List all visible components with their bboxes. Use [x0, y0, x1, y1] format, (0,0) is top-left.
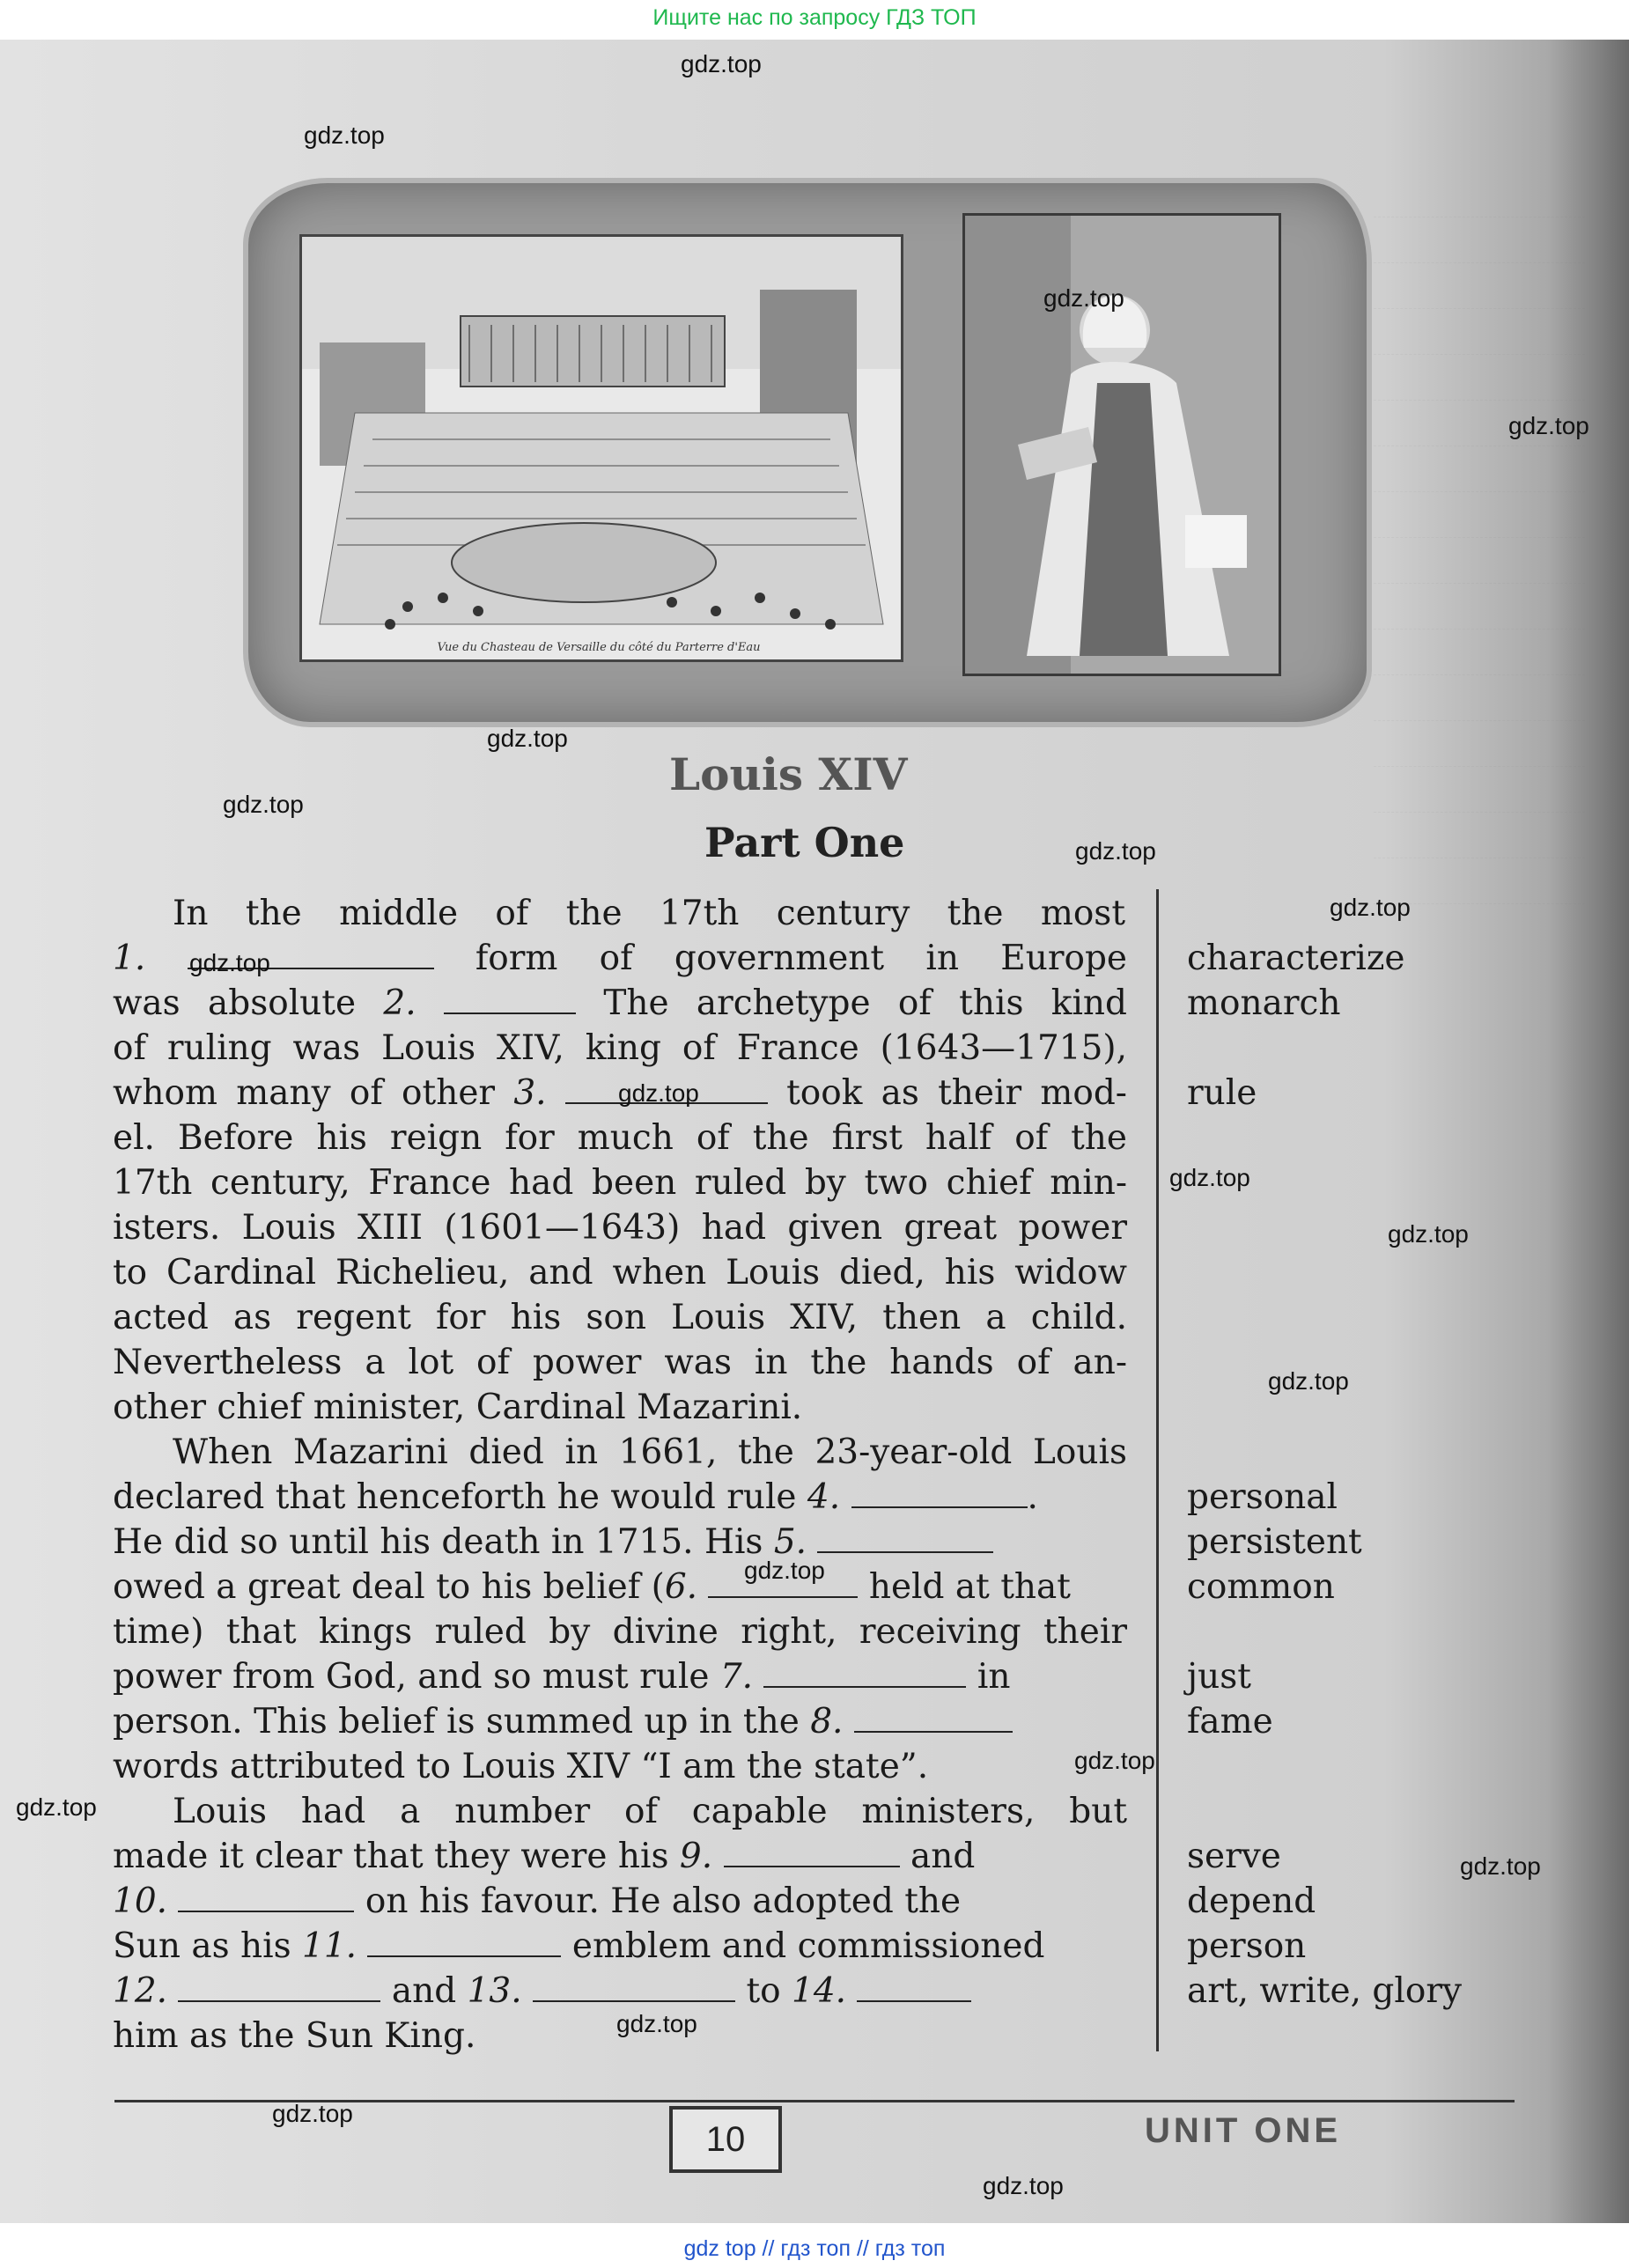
word-fame: fame [1187, 1702, 1273, 1742]
text-line-15 [113, 1520, 1127, 1565]
line-text: Nevertheless a lot of power was in the hands of an- [113, 1343, 1127, 1382]
word-just: just [1187, 1657, 1251, 1697]
word-personal: personal [1187, 1477, 1338, 1517]
blank-number: 4. [807, 1477, 841, 1517]
blank-number: 12. [113, 1971, 168, 2011]
text-line-24 [113, 1924, 1127, 1970]
line-text: and [391, 1971, 457, 2011]
watermark: gdz.top [1508, 412, 1589, 439]
unit-label: UNIT ONE [1145, 2111, 1342, 2150]
word-persistent: persistent [1187, 1522, 1362, 1562]
blank-number: 10. [113, 1881, 168, 1921]
watermark: gdz.top [1268, 1367, 1349, 1395]
text-line-11 [113, 1340, 1127, 1386]
answer-blank-12[interactable] [178, 1974, 380, 2002]
column-divider [1156, 889, 1159, 2051]
line-text: in [977, 1657, 1011, 1697]
text-line-22 [113, 1834, 1127, 1880]
answer-blank-4[interactable] [851, 1480, 1028, 1508]
bottom-banner[interactable]: gdz top // гдз топ // гдз топ [683, 2236, 946, 2261]
line-text: to Cardinal Richelieu, and when Louis died, his widow [113, 1253, 1127, 1292]
answer-blank-13[interactable] [533, 1974, 735, 2002]
line-text: person. This belief is summed up in the [113, 1702, 800, 1742]
text-line-20 [113, 1744, 1127, 1790]
line-text: He did so until his death in 1715. His [113, 1522, 763, 1562]
watermark: gdz.top [189, 949, 270, 976]
line-text: words attributed to Louis XIV “I am the state”. [113, 1747, 929, 1786]
line-text: 17th century, France had been ruled by two chief min- [113, 1163, 1127, 1203]
blank-number: 7. [719, 1657, 754, 1697]
blank-number: 5. [773, 1522, 807, 1562]
line-text: of ruling was Louis XIV, king of France (1643—1715), [113, 1028, 1127, 1068]
word-depend: depend [1187, 1881, 1316, 1921]
line-text: made it clear that they were his [113, 1837, 669, 1876]
line-text: him as the Sun King. [113, 2016, 476, 2056]
watermark: gdz.top [1330, 894, 1411, 921]
blank-number: 2. [383, 983, 416, 1023]
watermark: gdz.top [744, 1557, 825, 1584]
line-text: and [910, 1837, 976, 1876]
text-line-23 [113, 1879, 1127, 1925]
text-line-6 [113, 1116, 1127, 1161]
word-rule: rule [1187, 1073, 1257, 1113]
line-text: emblem and commissioned [571, 1926, 1045, 1966]
blank-number: 8. [810, 1702, 844, 1742]
line-text: power from God, and so must rule [113, 1657, 710, 1697]
watermark: gdz.top [1169, 1164, 1250, 1191]
line-text: took as their mod- [786, 1073, 1127, 1113]
word-serve: serve [1187, 1837, 1281, 1876]
answer-blank-9[interactable] [724, 1839, 900, 1867]
page-number: 10 [669, 2106, 782, 2173]
line-text: Sun as his [113, 1926, 291, 1966]
answer-blank-10[interactable] [178, 1884, 354, 1912]
watermark: gdz.top [16, 1793, 97, 1821]
engraving-caption: Vue du Chasteau de Versaille du côté du Parterre d'Eau [437, 641, 761, 654]
answer-blank-2[interactable] [444, 986, 576, 1014]
word-art-write-glory: art, write, glory [1187, 1971, 1462, 2011]
text-line-19 [113, 1699, 1127, 1745]
text-line-10 [113, 1295, 1127, 1341]
watermark: gdz.top [616, 2010, 697, 2037]
watermark: gdz.top [983, 2172, 1064, 2199]
word-person: person [1187, 1926, 1307, 1966]
text-line-25 [113, 1969, 1127, 2014]
text-line-1 [113, 891, 1125, 937]
line-text: on his favour. He also adopted the [365, 1881, 962, 1921]
word-characterize: characterize [1187, 939, 1405, 978]
watermark: gdz.top [272, 2100, 353, 2127]
louis-xiv-portrait [962, 213, 1281, 676]
line-text: isters. Louis XIII (1601—1643) had given great power [113, 1208, 1127, 1248]
blank-number: 13. [467, 1971, 522, 2011]
line-text: The archetype of this kind [603, 983, 1127, 1023]
text-line-14 [113, 1475, 1127, 1521]
page-title: Louis XIV [669, 748, 908, 800]
watermark: gdz.top [1460, 1852, 1541, 1880]
line-text: form of government in Europe [475, 939, 1128, 978]
line-text: whom many of other [113, 1073, 496, 1113]
versailles-engraving [299, 234, 903, 662]
text-line-21 [113, 1789, 1127, 1835]
answer-blank-5[interactable] [817, 1525, 993, 1553]
line-text: el. Before his reign for much of the first half of the [113, 1118, 1127, 1158]
blank-number: 14. [792, 1971, 847, 2011]
answer-blank-8[interactable] [854, 1705, 1013, 1733]
line-text: was absolute [113, 983, 357, 1023]
text-line-16 [113, 1565, 1127, 1610]
line-text: In the middle of the 17th century the most [173, 894, 1125, 933]
line-text: to [746, 1971, 781, 2011]
palace-drawing [302, 237, 901, 659]
word-monarch: monarch [1187, 983, 1341, 1023]
watermark: gdz.top [1075, 837, 1156, 865]
watermark: gdz.top [1388, 1220, 1469, 1248]
watermark: gdz.top [304, 122, 385, 149]
text-line-18 [113, 1654, 1127, 1700]
watermark: gdz.top [681, 50, 762, 77]
line-text: acted as regent for his son Louis XIV, then a child. [113, 1298, 1127, 1337]
answer-blank-11[interactable] [367, 1929, 561, 1957]
text-line-3 [113, 981, 1127, 1027]
line-text: owed a great deal to his belief ( [113, 1567, 665, 1607]
answer-blank-7[interactable] [763, 1660, 966, 1688]
line-text: . [1027, 1477, 1038, 1517]
line-text: Louis had a number of capable ministers, but [173, 1792, 1127, 1831]
blank-number: 1. [113, 939, 146, 978]
text-line-12 [113, 1385, 1127, 1431]
watermark: gdz.top [223, 791, 304, 818]
blank-number: 9. [679, 1837, 713, 1876]
line-text: declared that henceforth he would rule [113, 1477, 797, 1517]
blank-number: 6. [664, 1567, 698, 1607]
watermark: gdz.top [1074, 1747, 1155, 1774]
part-heading: Part One [704, 819, 905, 866]
text-line-9 [113, 1250, 1127, 1296]
blank-number: 3. [513, 1073, 547, 1113]
blank-number: 11. [302, 1926, 357, 1966]
line-text: held at that [868, 1567, 1071, 1607]
line-text: other chief minister, Cardinal Mazarini. [113, 1388, 803, 1427]
text-line-13 [113, 1430, 1127, 1476]
watermark: gdz.top [1043, 284, 1124, 312]
text-line-4 [113, 1026, 1127, 1071]
line-text: When Mazarini died in 1661, the 23-year-old Louis [173, 1432, 1127, 1472]
top-banner[interactable]: Ищите нас по запросу ГДЗ ТОП [652, 5, 977, 30]
word-common: common [1187, 1567, 1335, 1607]
text-line-17 [113, 1609, 1127, 1655]
line-text: time) that kings ruled by divine right, receiving their [113, 1612, 1127, 1652]
text-line-8 [113, 1205, 1127, 1251]
watermark: gdz.top [487, 725, 568, 752]
text-line-7 [113, 1160, 1127, 1206]
answer-blank-14[interactable] [857, 1974, 971, 2002]
watermark: gdz.top [618, 1079, 699, 1107]
